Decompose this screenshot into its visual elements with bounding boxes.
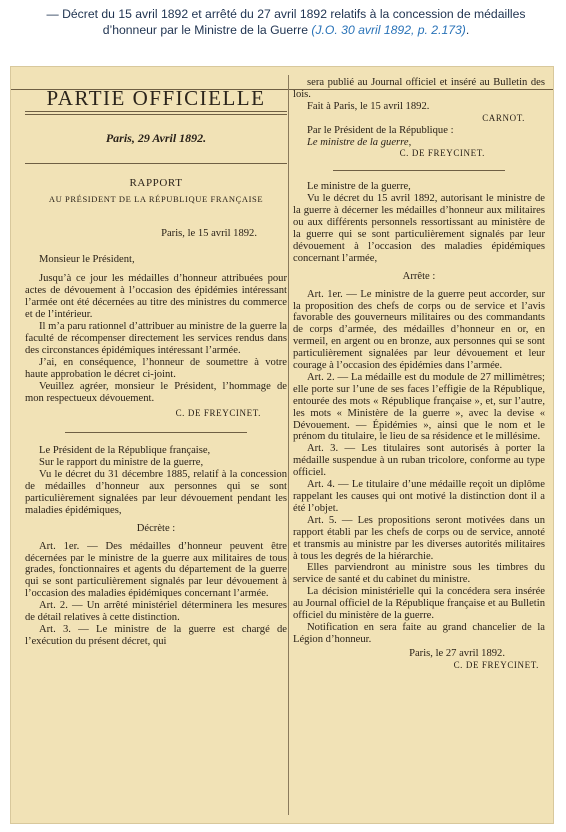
rapport-place-date: Paris, le 15 avril 1892. [161,227,257,239]
freycinet-signature-1: C. DE FREYCINET. [399,148,485,159]
arrete-heading: Arrête : [402,270,436,282]
right-section-rule [333,170,505,171]
president-paragraph-1: Sur le rapport du ministre de la guerre, [39,457,204,469]
decret-article-3: Art. 3. — Le ministre de la guerre est chargé de l’exécution du présent décret, qui [25,624,287,647]
freycinet-signature-2: C. DE FREYCINET. [453,659,539,670]
arrete-decision: La décision ministérielle qui la concédera sera insérée au Journal officiel de la République française et au Bulletin officiel du ministère de la guerre. [293,586,545,622]
arrete-article-4: Art. 4. — Le titulaire d’une médaille reçoit un diplôme rappelant les causes qui ont motivé la distinction dont il a été l’objet. [293,479,545,514]
salutation: Monsieur le Président, [39,253,135,265]
arrete-article-5-cont: Elles parviendront au ministre sous les timbres du service de santé et du cabinet du ministre. [293,562,545,586]
rapport-paragraph-2: Il m’a paru rationnel d’attribuer au ministre de la guerre la faculté de récompenser directement les services rendus dans des circonstances épidémiques intéressant l’armée. [25,321,287,356]
ministre-line: Le ministre de la guerre, [307,136,412,148]
column-divider [288,75,289,815]
fait-a-paris: Fait à Paris, le 15 avril 1892. [307,100,430,112]
carnot-signature: CARNOT. [482,112,525,123]
decrete-heading: Décrète : [136,522,176,534]
arrete-date: Paris, le 27 avril 1892. [409,647,505,659]
right-column [293,67,545,823]
rapport-signature: C. DE FREYCINET. [175,408,261,419]
rapport-paragraph-4: Veuillez agréer, monsieur le Président, l’hommage de mon respectueux dévouement. [25,380,287,404]
rapport-heading: RAPPORT [129,176,183,189]
arrete-notification: Notification en sera faite au grand chancelier de la Légion d’honneur. [293,621,545,645]
section-rule [65,432,247,433]
masthead-rule [25,111,287,115]
rapport-paragraph-3: J’ai, en conséquence, l’honneur de soumettre à votre haute approbation le décret ci-joint. [25,356,287,380]
decret-article-1: Art. 1er. — Des médailles d’honneur peuvent être décernées par le ministre de la guerre aux militaires de tous grades, fonctionnaires et agents du département de la guerre qui se sont particulièrement signalés par leur dévouement à l’occasion des maladies épidémiques concernant l’armée. [25,540,287,600]
caption [22,6,550,38]
decret-article-2: Art. 2. — Un arrêté ministériel déterminera les mesures de détail relatives à cette distinction. [25,600,287,624]
arrete-article-5: Art. 5. — Les propositions seront motivées dans un rapport établi par les chefs de corps ou de service, annoté et transmis au ministre par les diverses autorités militaires à tous les degrés de la hiérarchie. [293,514,545,562]
issue-date: Paris, 29 Avril 1892. [105,130,207,145]
president-line: Le Président de la République française, [39,445,211,457]
caption-text: — Décret du 15 avril 1892 et arrêté du 27 avril 1892 relatifs à la concession de médailles d’honneur par le Ministre de la Guerre [46,7,526,37]
decret-continuation: sera publié au Journal officiel et inséré au Bulletin des lois. [293,77,545,100]
par-le-president: Par le Président de la République : [307,124,454,136]
caption-period: . [465,23,470,37]
arrete-article-2: Art. 2. — La médaille est du module de 27 millimètres; elle porte sur l’une de ses faces l’effigie de la République, entourée des mots « République française », et, sur l’autre, les mots « Ministère de la guerre », avec la devise « Dévouement. — Épidémies », ainsi que le nom et le prénom du titulaire, le lieu de sa résidence et le millésime. [293,371,545,443]
rapport-addressee: AU PRÉSIDENT DE LA RÉPUBLIQUE FRANÇAISE [48,193,264,204]
arrete-article-1: Art. 1er. — Le ministre de la guerre peut accorder, sur la proposition des chefs de corps ou de service et l’avis favorable des gouverneurs militaires ou des commandants de corps d’armée, des médailles d’honneur en or, en vermeil, en argent ou en bronze, aux personnes qui se sont particulièrement signalées par leur dévouement et leur courage à l’occasion des épidémies dans l’armée. [293,288,545,372]
masthead: PARTIE OFFICIELLE [46,86,266,110]
caption-reference: (J.O. 30 avril 1892, p. 2.173) [311,23,466,37]
arrete-vu: Vu le décret du 15 avril 1892, autorisant le ministre de la guerre à décerner les médailles d’honneur aux militaires ou aux différents personnels ressortissant au ministère de la guerre qui se sont particulièrement signalés par leur dévouement à l’occasion des maladies épidémiques concernant l’armée, [293,193,545,264]
newspaper-scan [10,66,554,824]
arrete-article-3: Art. 3. — Les titulaires sont autorisés à porter la médaille suspendue à un ruban tricolore, conforme au type officiel. [293,443,545,479]
president-paragraph-2: Vu le décret du 31 décembre 1885, relatif à la concession de médailles d’honneur aux personnes qui se sont particulièrement signalées par leur dévouement pendant les maladies épidémiques, [25,469,287,516]
date-rule [25,163,287,164]
left-column [25,67,287,823]
rapport-paragraph-1: Jusqu’à ce jour les médailles d’honneur attribuées pour actes de dévouement à l’occasion des épidémies intéressant l’armée ont été décernées au titre des ministres du commerce et de l’intérieur. [25,273,287,321]
minister-title: Le ministre de la guerre, [307,181,411,193]
